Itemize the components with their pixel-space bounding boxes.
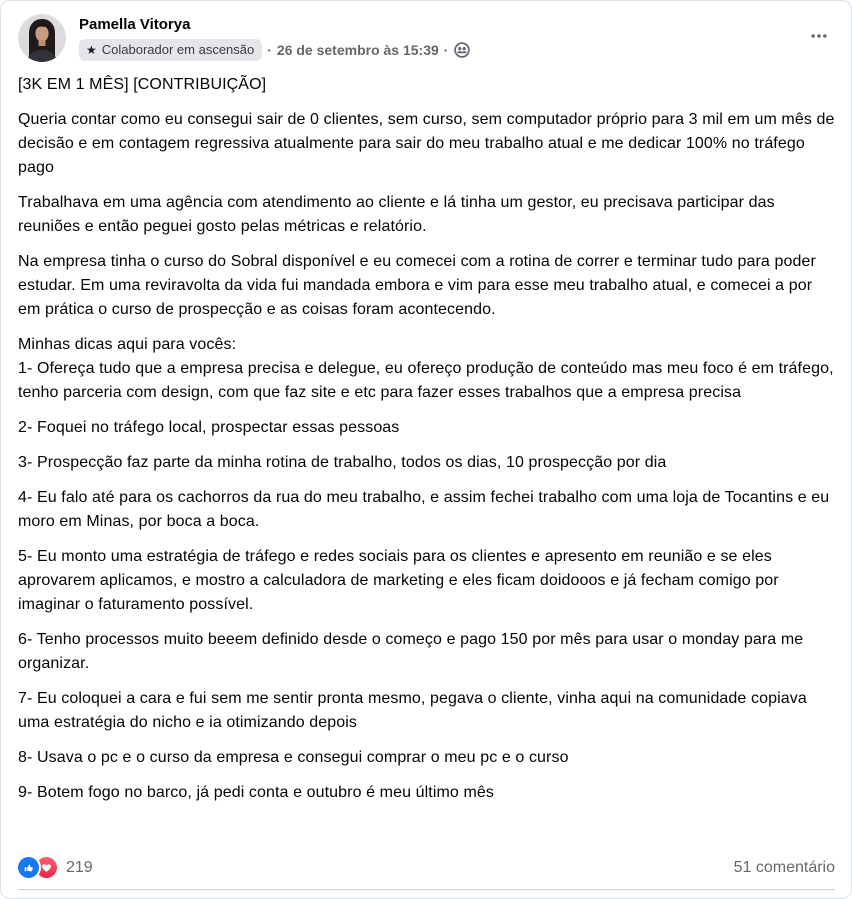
star-icon: ★ (86, 42, 97, 57)
love-reaction-icon[interactable] (36, 857, 57, 878)
post-timestamp[interactable]: 26 de setembro às 15:39 (276, 42, 439, 58)
post-paragraph: Queria contar como eu consegui sair de 0 clientes, sem curso, sem computador próprio para 3 mil em um mês de decisão e em contagem regressiva atualmente para sair do meu trabalho atual e me dedicar 100% no tráfego pago (18, 111, 835, 176)
post-menu-button[interactable] (803, 20, 835, 52)
post-title-line: [3K EM 1 MÊS] [CONTRIBUIÇÃO] (18, 76, 267, 93)
avatar-image (18, 14, 66, 62)
comment-count[interactable]: 51 comentário (733, 858, 835, 876)
post-paragraph: 2- Foquei no tráfego local, prospectar essas pessoas (18, 419, 400, 436)
post-header (1, 1, 851, 70)
like-reaction-icon[interactable] (18, 857, 39, 878)
post-paragraph: Trabalhava em uma agência com atendimento ao cliente e lá tinha um gestor, eu precisava participar das reuniões e então peguei gosto pelas métricas e relatório. (18, 194, 775, 235)
post-paragraph: 8- Usava o pc e o curso da empresa e consegui comprar o meu pc e o curso (18, 749, 569, 766)
post-paragraph: 7- Eu coloquei a cara e fui sem me sentir pronta mesmo, pegava o cliente, vinha aqui na comunidade copiava uma estratégia do nicho e ia otimizando depois (18, 690, 807, 731)
meta-separator: · (443, 42, 449, 58)
post-paragraph: 6- Tenho processos muito beeem definido desde o começo e pago 150 por mês para usar o monday para me organizar. (18, 631, 804, 672)
reactions-summary[interactable] (18, 857, 93, 878)
post-content (1, 70, 851, 805)
meta-separator: · (267, 42, 272, 58)
header-info (79, 14, 803, 61)
post-paragraph: 3- Prospecção faz parte da minha rotina de trabalho, todos os dias, 10 prospecção por dia (18, 454, 667, 471)
meta-row (79, 39, 803, 61)
footer-divider (18, 889, 835, 898)
ellipsis-icon (809, 24, 829, 48)
avatar[interactable] (18, 14, 66, 62)
post-paragraph: 4- Eu falo até para os cachorros da rua do meu trabalho, e assim fechei trabalho com uma loja de Tocantins e eu moro em Minas, por boca a boca. (18, 489, 830, 530)
reaction-count[interactable]: 219 (66, 858, 93, 876)
badge-label: Colaborador em ascensão (101, 42, 255, 57)
post-paragraph: Na empresa tinha o curso do Sobral disponível e eu comecei com a rotina de correr e terminar tudo para poder estudar. Em uma reviravolta da vida fui mandada embora e vim para esse meu trabalho atual, e comecei a por em prática o curso de prospecção e as coisas foram acontecendo. (18, 253, 816, 318)
engagement-row (1, 847, 851, 889)
post-paragraph: 9- Botem fogo no barco, já pedi conta e outubro é meu último mês (18, 784, 495, 801)
badge-colaborador[interactable] (79, 39, 262, 61)
post-paragraph: Minhas dicas aqui para vocês: 1- Ofereça tudo que a empresa precisa e delegue, eu ofereço produção de conteúdo mas meu foco é em tráfego, tenho parceria com design, com que faz site e etc para fazer esses trabalhos que a empresa precisa (18, 336, 834, 401)
post-footer (1, 847, 851, 898)
post-paragraph: 5- Eu monto uma estratégia de tráfego e redes sociais para os clientes e apresento em reunião e se eles aprovarem aplicamos, e mostro a calculadora de marketing e eles ficam doidooos e já fecham comigo por imaginar o faturamento possível. (18, 548, 779, 613)
audience-icon (454, 42, 470, 58)
author-name[interactable]: Pamella Vitorya (79, 16, 191, 33)
